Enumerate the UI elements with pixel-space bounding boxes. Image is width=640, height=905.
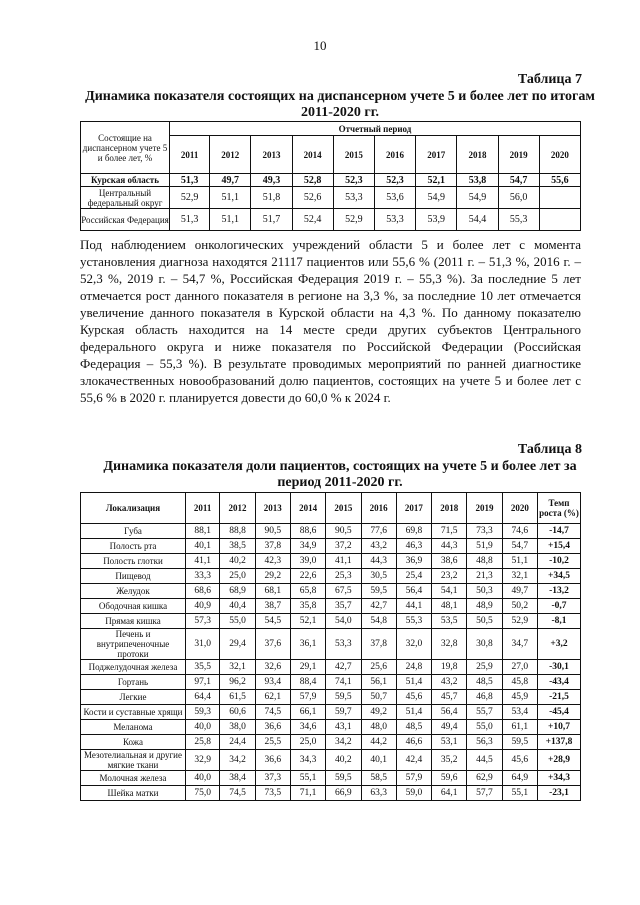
table8-year-header: 2013 xyxy=(255,493,290,524)
body-paragraph: Под наблюдением онкологических учреждений области 5 и более лет с момента установления диагноза находятся 21117 пациентов или 55,6 % (2011 г. – 51,3 %, 2016 г. – 52,3 %, 2019 г. – 54,7 %, Российская Федерация 2019 г. – 55,3 %). За последние 5 лет отмечается рост данного показателя в регионе на 3,3 %, за последние 10 лет отмечается увеличение данного показателя в Курской области на 4,3 %. По данному показателю Курская область находится на 14 месте среди других субъектов Центрального федерального округа и ниже показателя по Российской Федерации (Российская Федерация – 55,3 %). В результате проводимых мероприятий по ранней диагностике злокачественных новообразований долю пациентов, состоящих на учете 5 и более лет с 55,6 % в 2020 г. планируется довести до 60,0 % к 2024 г. xyxy=(80,237,581,405)
table8-row xyxy=(81,614,581,629)
table8-cell: 25,0 xyxy=(220,569,255,584)
table8-cell: 31,0 xyxy=(186,629,220,660)
table7-year-header: 2015 xyxy=(333,136,374,174)
table7-title: Динамика показателя состоящих на диспансерном учете 5 и более лет по итогам 2011-2020 гг. xyxy=(85,89,595,120)
table8-cell: 44,3 xyxy=(361,554,396,569)
table7-year-header: 2012 xyxy=(210,136,251,174)
table8-cell: 59,5 xyxy=(502,735,537,750)
table8-year-header: 2019 xyxy=(467,493,502,524)
table8-localization: Кожа xyxy=(81,735,186,750)
table8-cell: 48,5 xyxy=(396,720,431,735)
table8-localization: Полость глотки xyxy=(81,554,186,569)
table8-cell: 21,3 xyxy=(467,569,502,584)
table8-cell: 22,6 xyxy=(290,569,325,584)
table8-cell: 59,3 xyxy=(186,705,220,720)
table8-cell: 37,8 xyxy=(361,629,396,660)
table7-cell: 55,3 xyxy=(498,209,539,231)
table8-row xyxy=(81,584,581,599)
table8-cell: 45,6 xyxy=(396,690,431,705)
table8-row xyxy=(81,660,581,675)
table8-cell: 64,4 xyxy=(186,690,220,705)
table7-year-header: 2018 xyxy=(457,136,498,174)
table8-localization: Легкие xyxy=(81,690,186,705)
table8-cell: 45,9 xyxy=(502,690,537,705)
table8-cell: 67,5 xyxy=(326,584,361,599)
table8-cell: 55,7 xyxy=(467,705,502,720)
table8-localization: Шейка матки xyxy=(81,786,186,801)
table8-trend: +34,5 xyxy=(538,569,581,584)
table8-row xyxy=(81,735,581,750)
table8-cell: 68,1 xyxy=(255,584,290,599)
table8-cell: 40,1 xyxy=(361,750,396,771)
table8-cell: 41,1 xyxy=(186,554,220,569)
table7-year-header: 2014 xyxy=(292,136,333,174)
table7-row xyxy=(81,174,581,187)
table8-localization: Пищевод xyxy=(81,569,186,584)
table8-cell: 50,7 xyxy=(361,690,396,705)
table8-cell: 59,7 xyxy=(326,705,361,720)
table7-cell xyxy=(539,209,580,231)
table8-cell: 40,4 xyxy=(220,599,255,614)
table8-cell: 42,4 xyxy=(396,750,431,771)
table8-cell: 34,2 xyxy=(326,735,361,750)
table7-cell: 55,6 xyxy=(539,174,580,187)
table8-cell: 38,5 xyxy=(220,539,255,554)
table8-cell: 27,0 xyxy=(502,660,537,675)
table8-cell: 54,1 xyxy=(432,584,467,599)
table8-year-header: 2018 xyxy=(432,493,467,524)
table7-row-header: Состоящие на диспансерном учете 5 и более лет, % xyxy=(81,122,170,174)
table7-year-header: 2019 xyxy=(498,136,539,174)
table7-cell: 52,8 xyxy=(292,174,333,187)
table8-cell: 88,6 xyxy=(290,524,325,539)
table8-cell: 66,1 xyxy=(290,705,325,720)
table8-cell: 43,1 xyxy=(326,720,361,735)
table7-cell: 52,4 xyxy=(292,209,333,231)
table8-cell: 45,7 xyxy=(432,690,467,705)
table8-cell: 25,3 xyxy=(326,569,361,584)
table8-cell: 25,8 xyxy=(186,735,220,750)
table8-cell: 37,3 xyxy=(255,771,290,786)
table8-year-header: 2016 xyxy=(361,493,396,524)
table8-localization: Меланома xyxy=(81,720,186,735)
table8-localization: Кости и суставные хрящи xyxy=(81,705,186,720)
table8-row xyxy=(81,771,581,786)
table8-cell: 56,4 xyxy=(432,705,467,720)
table8-cell: 49,2 xyxy=(361,705,396,720)
table8-cell: 74,5 xyxy=(255,705,290,720)
table8-cell: 44,2 xyxy=(361,735,396,750)
table8-cell: 48,1 xyxy=(432,599,467,614)
table8-trend: -14,7 xyxy=(538,524,581,539)
table8-cell: 64,1 xyxy=(432,786,467,801)
table7-cell: 52,9 xyxy=(333,209,374,231)
table7-row xyxy=(81,209,581,231)
table7-cell: 51,3 xyxy=(170,174,210,187)
table8-cell: 46,3 xyxy=(396,539,431,554)
table8-row xyxy=(81,569,581,584)
table8-cell: 38,7 xyxy=(255,599,290,614)
table8-localization: Молочная железа xyxy=(81,771,186,786)
table8-cell: 19,8 xyxy=(432,660,467,675)
table8-trend: -23,1 xyxy=(538,786,581,801)
table7-cell: 56,0 xyxy=(498,187,539,209)
table8-cell: 65,8 xyxy=(290,584,325,599)
table8-cell: 55,0 xyxy=(220,614,255,629)
table8-cell: 40,1 xyxy=(186,539,220,554)
table8-trend: -13,2 xyxy=(538,584,581,599)
table8-row xyxy=(81,554,581,569)
table8-cell: 51,9 xyxy=(467,539,502,554)
table8-cell: 37,6 xyxy=(255,629,290,660)
table8-cell: 32,8 xyxy=(432,629,467,660)
table8-trend: +137,8 xyxy=(538,735,581,750)
table8-cell: 36,6 xyxy=(255,750,290,771)
table8-cell: 88,1 xyxy=(186,524,220,539)
table8-cell: 34,2 xyxy=(220,750,255,771)
table8-cell: 57,9 xyxy=(396,771,431,786)
table8-cell: 54,0 xyxy=(326,614,361,629)
table8-localization: Поджелудочная железа xyxy=(81,660,186,675)
table8-trend: +34,3 xyxy=(538,771,581,786)
table8-cell: 61,5 xyxy=(220,690,255,705)
table8-cell: 29,1 xyxy=(290,660,325,675)
table8-trend: -43,4 xyxy=(538,675,581,690)
table8-title: Динамика показателя доли пациентов, состоящих на учете 5 и более лет за период 2011-2020 гг. xyxy=(103,459,577,490)
table7-cell: 49,7 xyxy=(210,174,251,187)
table8-cell: 71,5 xyxy=(432,524,467,539)
table8-cell: 77,6 xyxy=(361,524,396,539)
table8-cell: 74,6 xyxy=(502,524,537,539)
table8-cell: 55,1 xyxy=(290,771,325,786)
table8-trend: -45,4 xyxy=(538,705,581,720)
table8-cell: 74,1 xyxy=(326,675,361,690)
table8-year-header: 2020 xyxy=(502,493,537,524)
table8-cell: 51,4 xyxy=(396,675,431,690)
table8-cell: 36,9 xyxy=(396,554,431,569)
table8-row xyxy=(81,690,581,705)
table8-cell: 44,1 xyxy=(396,599,431,614)
table7-cell: 53,3 xyxy=(333,187,374,209)
table8-row xyxy=(81,786,581,801)
table8-cell: 34,7 xyxy=(502,629,537,660)
table8-cell: 93,4 xyxy=(255,675,290,690)
table8-cell: 32,6 xyxy=(255,660,290,675)
table8-cell: 33,3 xyxy=(186,569,220,584)
table8-trend: +28,9 xyxy=(538,750,581,771)
table8-cell: 32,1 xyxy=(502,569,537,584)
table7-cell: 52,3 xyxy=(374,174,415,187)
table8-cell: 73,3 xyxy=(467,524,502,539)
table8-cell: 54,8 xyxy=(361,614,396,629)
table8-trend: +10,7 xyxy=(538,720,581,735)
table8-cell: 59,6 xyxy=(432,771,467,786)
table7-cell: 53,6 xyxy=(374,187,415,209)
table8-cell: 66,9 xyxy=(326,786,361,801)
table8-cell: 25,9 xyxy=(467,660,502,675)
table8-cell: 37,8 xyxy=(255,539,290,554)
table8-cell: 55,0 xyxy=(467,720,502,735)
table7-cell: 52,9 xyxy=(170,187,210,209)
table8-cell: 40,0 xyxy=(186,771,220,786)
page-number: 10 xyxy=(313,38,327,53)
table7-year-header: 2017 xyxy=(416,136,457,174)
table8-row xyxy=(81,705,581,720)
table8-localization: Желудок xyxy=(81,584,186,599)
table8-cell: 50,5 xyxy=(467,614,502,629)
table8-cell: 48,9 xyxy=(467,599,502,614)
table7-cell: 52,3 xyxy=(333,174,374,187)
table8-cell: 41,1 xyxy=(326,554,361,569)
table8-cell: 56,1 xyxy=(361,675,396,690)
table8-trend: -30,1 xyxy=(538,660,581,675)
table8-cell: 39,0 xyxy=(290,554,325,569)
table8-year-header: 2017 xyxy=(396,493,431,524)
table8-cell: 46,8 xyxy=(467,690,502,705)
table8-trend-header: Темп роста (%) xyxy=(538,493,581,524)
table8-cell: 24,4 xyxy=(220,735,255,750)
table8-cell: 73,5 xyxy=(255,786,290,801)
table8-cell: 35,8 xyxy=(290,599,325,614)
table8-cell: 51,4 xyxy=(396,705,431,720)
table7-cell: 53,9 xyxy=(416,209,457,231)
table8-cell: 69,8 xyxy=(396,524,431,539)
table8-cell: 35,5 xyxy=(186,660,220,675)
table8-cell: 35,7 xyxy=(326,599,361,614)
table8-localization: Гортань xyxy=(81,675,186,690)
table8-cell: 23,2 xyxy=(432,569,467,584)
table8-cell: 48,0 xyxy=(361,720,396,735)
table8-cell: 71,1 xyxy=(290,786,325,801)
table8-trend: -0,7 xyxy=(538,599,581,614)
table7-year-header: 2013 xyxy=(251,136,292,174)
table8-cell: 42,7 xyxy=(361,599,396,614)
table7-year-header: 2011 xyxy=(170,136,210,174)
table8-cell: 59,5 xyxy=(361,584,396,599)
table8-cell: 53,3 xyxy=(326,629,361,660)
table8-cell: 38,6 xyxy=(432,554,467,569)
table8-cell: 40,2 xyxy=(326,750,361,771)
table8-cell: 46,6 xyxy=(396,735,431,750)
table8-cell: 32,0 xyxy=(396,629,431,660)
table8-cell: 74,5 xyxy=(220,786,255,801)
table8-cell: 90,5 xyxy=(255,524,290,539)
table8-cell: 88,8 xyxy=(220,524,255,539)
table7-period-header: Отчетный период xyxy=(170,122,581,136)
table8 xyxy=(80,492,581,801)
table8-cell: 60,6 xyxy=(220,705,255,720)
table7-cell: 53,8 xyxy=(457,174,498,187)
table8-cell: 40,2 xyxy=(220,554,255,569)
table8-cell: 30,5 xyxy=(361,569,396,584)
table8-localization: Губа xyxy=(81,524,186,539)
table7-row-label: Российская Федерация xyxy=(81,209,170,231)
table8-localization: Прямая кишка xyxy=(81,614,186,629)
table7-cell: 54,4 xyxy=(457,209,498,231)
table7-year-header: 2020 xyxy=(539,136,580,174)
table8-cell: 24,8 xyxy=(396,660,431,675)
table7-cell: 51,8 xyxy=(251,187,292,209)
table7-cell: 53,3 xyxy=(374,209,415,231)
table8-cell: 55,3 xyxy=(396,614,431,629)
table7-cell: 51,1 xyxy=(210,209,251,231)
table8-row xyxy=(81,599,581,614)
table7-cell: 52,6 xyxy=(292,187,333,209)
table8-cell: 29,4 xyxy=(220,629,255,660)
table8-cell: 96,2 xyxy=(220,675,255,690)
table8-trend: +3,2 xyxy=(538,629,581,660)
table8-cell: 61,1 xyxy=(502,720,537,735)
table8-cell: 34,6 xyxy=(290,720,325,735)
table8-cell: 44,5 xyxy=(467,750,502,771)
table8-row xyxy=(81,720,581,735)
table8-localization: Печень и внутрипеченочные протоки xyxy=(81,629,186,660)
table7-cell: 52,1 xyxy=(416,174,457,187)
table8-cell: 53,5 xyxy=(432,614,467,629)
table8-label: Таблица 8 xyxy=(517,442,582,457)
table8-cell: 52,1 xyxy=(290,614,325,629)
table8-row xyxy=(81,629,581,660)
table8-cell: 42,7 xyxy=(326,660,361,675)
table8-cell: 57,7 xyxy=(467,786,502,801)
table8-cell: 53,1 xyxy=(432,735,467,750)
table8-row xyxy=(81,750,581,771)
table8-cell: 25,4 xyxy=(396,569,431,584)
table8-cell: 38,4 xyxy=(220,771,255,786)
table8-cell: 59,5 xyxy=(326,771,361,786)
table8-localization-header: Локализация xyxy=(81,493,186,524)
table8-cell: 43,2 xyxy=(432,675,467,690)
table8-cell: 59,0 xyxy=(396,786,431,801)
table8-cell: 97,1 xyxy=(186,675,220,690)
table7-row-label: Центральный федеральный округ xyxy=(81,187,170,209)
table8-cell: 58,5 xyxy=(361,771,396,786)
table8-cell: 56,4 xyxy=(396,584,431,599)
table7-cell: 54,9 xyxy=(457,187,498,209)
table7-row xyxy=(81,187,581,209)
table8-cell: 48,5 xyxy=(467,675,502,690)
table8-cell: 48,8 xyxy=(467,554,502,569)
table8-year-header: 2015 xyxy=(326,493,361,524)
table8-cell: 36,1 xyxy=(290,629,325,660)
table8-cell: 40,9 xyxy=(186,599,220,614)
table8-cell: 30,8 xyxy=(467,629,502,660)
table7-cell: 49,3 xyxy=(251,174,292,187)
table8-cell: 38,0 xyxy=(220,720,255,735)
table7-cell: 54,9 xyxy=(416,187,457,209)
table8-cell: 52,9 xyxy=(502,614,537,629)
table8-cell: 50,3 xyxy=(467,584,502,599)
table8-cell: 57,3 xyxy=(186,614,220,629)
table8-year-header: 2012 xyxy=(220,493,255,524)
table8-cell: 44,3 xyxy=(432,539,467,554)
table8-cell: 45,6 xyxy=(502,750,537,771)
table7-cell: 51,1 xyxy=(210,187,251,209)
table8-cell: 34,3 xyxy=(290,750,325,771)
table8-cell: 43,2 xyxy=(361,539,396,554)
table8-cell: 57,9 xyxy=(290,690,325,705)
table8-year-header: 2014 xyxy=(290,493,325,524)
table8-row xyxy=(81,539,581,554)
table7-cell: 51,7 xyxy=(251,209,292,231)
table8-trend: -21,5 xyxy=(538,690,581,705)
table8-cell: 25,0 xyxy=(290,735,325,750)
table8-row xyxy=(81,524,581,539)
table7-cell: 51,3 xyxy=(170,209,210,231)
table8-cell: 45,8 xyxy=(502,675,537,690)
table8-cell: 56,3 xyxy=(467,735,502,750)
table8-cell: 62,9 xyxy=(467,771,502,786)
table8-cell: 51,1 xyxy=(502,554,537,569)
table8-cell: 37,2 xyxy=(326,539,361,554)
table8-trend: -10,2 xyxy=(538,554,581,569)
table8-cell: 32,9 xyxy=(186,750,220,771)
table8-localization: Полость рта xyxy=(81,539,186,554)
table8-cell: 68,9 xyxy=(220,584,255,599)
table8-cell: 53,4 xyxy=(502,705,537,720)
table8-cell: 49,7 xyxy=(502,584,537,599)
table8-year-header: 2011 xyxy=(186,493,220,524)
table8-cell: 59,5 xyxy=(326,690,361,705)
table8-cell: 49,4 xyxy=(432,720,467,735)
table8-cell: 42,3 xyxy=(255,554,290,569)
table8-trend: -8,1 xyxy=(538,614,581,629)
table8-cell: 40,0 xyxy=(186,720,220,735)
table7-cell: 54,7 xyxy=(498,174,539,187)
table7-label: Таблица 7 xyxy=(517,72,582,87)
table8-cell: 64,9 xyxy=(502,771,537,786)
table8-cell: 34,9 xyxy=(290,539,325,554)
table8-cell: 25,5 xyxy=(255,735,290,750)
table7-row-label: Курская область xyxy=(81,174,170,187)
table8-cell: 63,3 xyxy=(361,786,396,801)
table8-localization: Мезотелиальная и другие мягкие ткани xyxy=(81,750,186,771)
table8-localization: Ободочная кишка xyxy=(81,599,186,614)
table8-row xyxy=(81,675,581,690)
table8-cell: 35,2 xyxy=(432,750,467,771)
table8-cell: 55,1 xyxy=(502,786,537,801)
table8-cell: 25,6 xyxy=(361,660,396,675)
table8-cell: 88,4 xyxy=(290,675,325,690)
table8-cell: 54,5 xyxy=(255,614,290,629)
table7-year-header: 2016 xyxy=(374,136,415,174)
table7 xyxy=(80,121,581,231)
table7-cell xyxy=(539,187,580,209)
table8-cell: 50,2 xyxy=(502,599,537,614)
table8-cell: 29,2 xyxy=(255,569,290,584)
table8-cell: 68,6 xyxy=(186,584,220,599)
table8-cell: 54,7 xyxy=(502,539,537,554)
table8-cell: 36,6 xyxy=(255,720,290,735)
table8-trend: +15,4 xyxy=(538,539,581,554)
table8-cell: 62,1 xyxy=(255,690,290,705)
table8-cell: 75,0 xyxy=(186,786,220,801)
table8-cell: 32,1 xyxy=(220,660,255,675)
table8-cell: 90,5 xyxy=(326,524,361,539)
